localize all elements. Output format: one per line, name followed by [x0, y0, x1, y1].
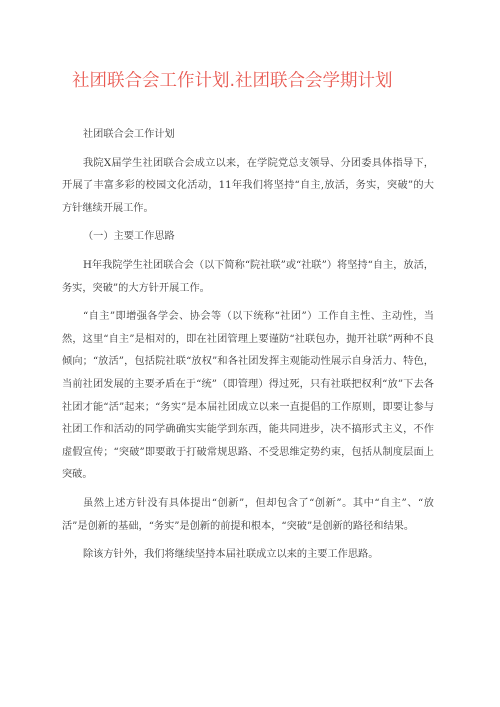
paragraph-innovation: 虽然上述方针没有具体提出“创新”，但却包含了“创新”。其中“自主”、“放活”是创新的基础，“务实”是创新的前提和根本，“突破”是创新的路径和结果。: [62, 497, 434, 532]
document-title: 社团联合会工作计划.社团联合会学期计划: [72, 71, 393, 91]
section-heading-ideas: （一）主要工作思路: [83, 231, 175, 243]
section-heading-plan: 社团联合会工作计划: [83, 129, 175, 140]
paragraph-policy: H年我院学生社团联合会（以下简称“院社联”或“社联”）将坚持“自主，放活，务实，突破”的大方针开展工作。: [62, 259, 434, 294]
document-body: [62, 124, 434, 573]
paragraph-intro: 我院X届学生社团联合会成立以来，在学院党总支领导、分团委具体指导下，开展了丰富多彩的校园文化活动，11年我们将坚持“自主,放活，务实，突破”的大方针继续开展工作。: [62, 157, 434, 214]
paragraph-explanation: “自主”即增强各学会、协会等（以下统称“社团”）工作自主性、主动性，当然，这里“自主”是相对的，即在社团管理上要谨防“社联包办，抛开社联”两种不良倾向；“放活”，包括院社联“放权”和各社团发挥主观能动性展示自身活力、特色，当前社团发展的主要矛盾在于“统”（即管理）得过死，只有社联把权利“放”下去各社团才能“活”起来；“务实”是本届社团成立以来一直提倡的工作原则，即要让参与社团工作和活动的同学确确实实能学到东西，能共同进步，决不搞形式主义，不作虚假宣传；“突破”即要敢于打破常规思路、不受思维定势约束，包括从制度层面上突破。: [62, 311, 434, 481]
paragraph-continue: 除该方针外，我们将继续坚持本届社联成立以来的主要工作思路。: [83, 549, 379, 561]
